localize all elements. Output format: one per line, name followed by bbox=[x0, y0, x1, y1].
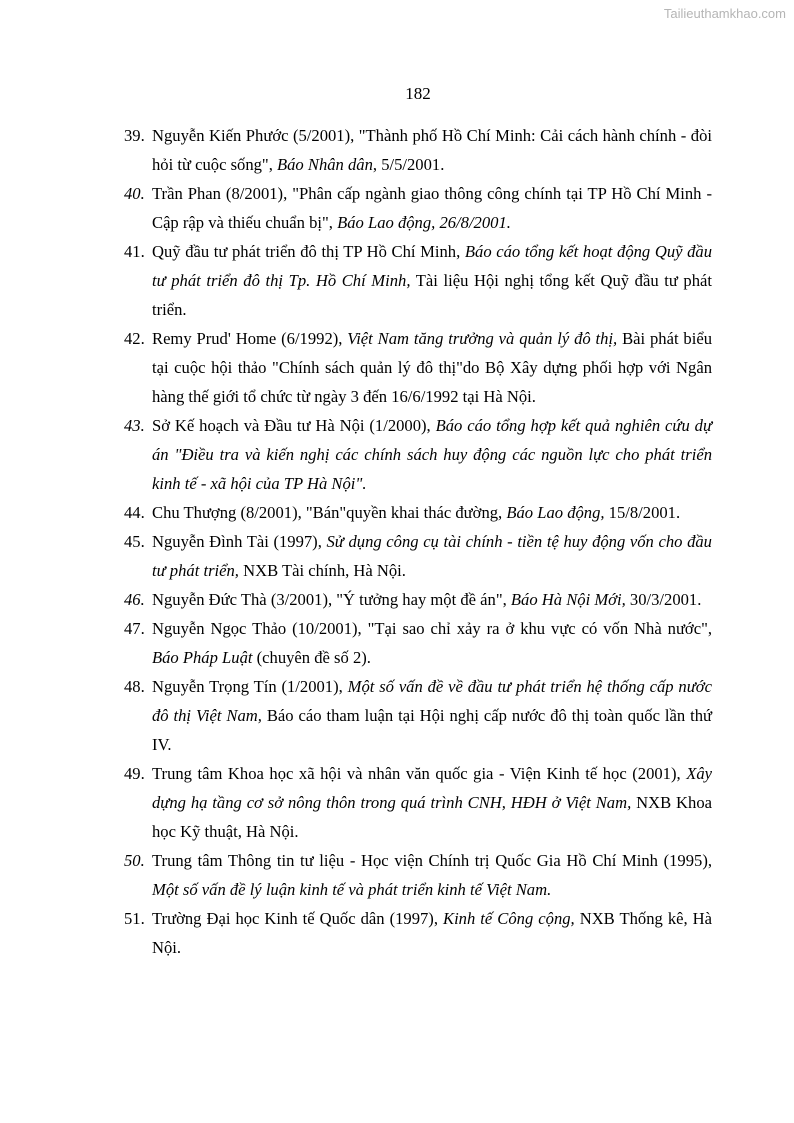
reference-title: Báo Pháp Luật bbox=[152, 648, 253, 667]
reference-text: Quỹ đầu tư phát triển đô thị TP Hồ Chí Minh, bbox=[152, 242, 465, 261]
reference-text: 15/8/2001. bbox=[604, 503, 681, 522]
reference-text: , 5/5/2001. bbox=[372, 155, 445, 174]
reference-item bbox=[124, 179, 712, 237]
reference-text: Báo cáo tham luận tại Hội nghị cấp nước đô thị toàn quốc lần thứ IV. bbox=[152, 706, 712, 754]
watermark: Tailieuthamkhao.com bbox=[663, 6, 786, 21]
reference-number: 46. bbox=[124, 590, 145, 609]
reference-text: Nguyễn Trọng Tín (1/2001), bbox=[152, 677, 348, 696]
reference-title: Việt Nam tăng trưởng và quản lý đô thị, bbox=[347, 329, 618, 348]
reference-text: Tài liệu Hội nghị tổng kết Quỹ đầu tư phát triển. bbox=[152, 271, 712, 319]
reference-title: Báo cáo tổng hợp kết quả nghiên cứu dự án "Điều tra và kiến nghị các chính sách huy động các nguồn lực cho phát triển kinh tế - xã hội của TP Hà Nội". bbox=[152, 416, 713, 493]
reference-number: 51. bbox=[124, 909, 145, 928]
reference-text: Nguyễn Đức Thà (3/2001), "Ý tưởng hay một đề án", bbox=[152, 590, 511, 609]
reference-number: 43. bbox=[124, 416, 145, 435]
reference-item bbox=[124, 121, 712, 179]
reference-text: Trường Đại học Kinh tế Quốc dân (1997), bbox=[152, 909, 443, 928]
reference-list bbox=[124, 121, 712, 962]
page-number: 182 bbox=[405, 84, 431, 103]
reference-number: 42. bbox=[124, 329, 145, 348]
reference-text: NXB Tài chính, Hà Nội. bbox=[238, 561, 406, 580]
reference-title: Báo cáo tổng kết hoạt động Quỹ đầu tư phát triển đô thị Tp. Hồ Chí Minh, bbox=[152, 242, 712, 290]
reference-text: Bài phát biểu tại cuộc hội thảo "Chính sách quản lý đô thị"do Bộ Xây dựng phối hợp với Ngân hàng thế giới tổ chức từ ngày 3 đến 16/6/1992 tại Hà Nội. bbox=[152, 329, 712, 406]
reference-title: Một số vấn đề về đầu tư phát triển hệ thống cấp nước đô thị Việt Nam, bbox=[152, 677, 713, 725]
reference-text: Nguyễn Kiến Phước (5/2001), "Thành phố Hồ Chí Minh: Cải cách hành chính - đòi hỏi từ cuộc sống", bbox=[152, 126, 712, 174]
reference-text: Trần Phan (8/2001), "Phân cấp ngành giao thông công chính tại TP Hồ Chí Minh - Cập rập và thiếu chuẩn bị", bbox=[152, 184, 712, 232]
reference-item bbox=[124, 498, 712, 527]
reference-title: Báo Nhân dân bbox=[277, 155, 373, 174]
reference-number: 44. bbox=[124, 503, 145, 522]
reference-item bbox=[124, 411, 712, 498]
reference-item bbox=[124, 672, 712, 759]
reference-title: Xây dựng hạ tầng cơ sở nông thôn trong quá trình CNH, HĐH ở Việt Nam, bbox=[152, 764, 712, 812]
reference-item bbox=[124, 527, 712, 585]
reference-item bbox=[124, 759, 712, 846]
reference-text: (chuyên đề số 2). bbox=[252, 648, 371, 667]
reference-text: Trung tâm Khoa học xã hội và nhân văn quốc gia - Viện Kinh tế học (2001), bbox=[152, 764, 687, 783]
reference-title: Báo Hà Nội Mới, bbox=[510, 590, 626, 609]
reference-number: 45. bbox=[124, 532, 145, 551]
reference-item bbox=[124, 324, 712, 411]
reference-text: NXB Khoa học Kỹ thuật, Hà Nội. bbox=[152, 793, 713, 841]
reference-text: Nguyễn Đình Tài (1997), bbox=[152, 532, 327, 551]
reference-item bbox=[124, 237, 712, 324]
reference-text: Sở Kế hoạch và Đầu tư Hà Nội (1/2000), bbox=[152, 416, 436, 435]
reference-title: Kinh tế Công cộng, bbox=[443, 909, 575, 928]
reference-text: 30/3/2001. bbox=[625, 590, 702, 609]
reference-title: Báo Lao động, 26/8/2001. bbox=[337, 213, 511, 232]
reference-item bbox=[124, 585, 712, 614]
reference-text: NXB Thống kê, Hà Nội. bbox=[152, 909, 712, 957]
reference-item bbox=[124, 846, 712, 904]
reference-number: 49. bbox=[124, 764, 145, 783]
reference-title: Sử dụng công cụ tài chính - tiền tệ huy động vốn cho đầu tư phát triển, bbox=[152, 532, 712, 580]
reference-text: Remy Prud' Home (6/1992), bbox=[152, 329, 348, 348]
reference-text: Nguyễn Ngọc Thảo (10/2001), "Tại sao chỉ xảy ra ở khu vực có vốn Nhà nước", bbox=[152, 619, 712, 638]
reference-number: 39. bbox=[124, 126, 145, 145]
reference-number: 48. bbox=[124, 677, 145, 696]
reference-title: Một số vấn đề lý luận kinh tế và phát triển kinh tế Việt Nam. bbox=[152, 880, 552, 899]
reference-item bbox=[124, 614, 712, 672]
reference-number: 40. bbox=[124, 184, 145, 203]
reference-text: Trung tâm Thông tin tư liệu - Học viện Chính trị Quốc Gia Hồ Chí Minh (1995), bbox=[152, 851, 712, 870]
reference-text: Chu Thượng (8/2001), "Bán"quyền khai thác đường, bbox=[152, 503, 507, 522]
reference-title: Báo Lao động, bbox=[506, 503, 605, 522]
reference-item bbox=[124, 904, 712, 962]
reference-number: 50. bbox=[124, 851, 145, 870]
reference-number: 47. bbox=[124, 619, 145, 638]
reference-number: 41. bbox=[124, 242, 145, 261]
